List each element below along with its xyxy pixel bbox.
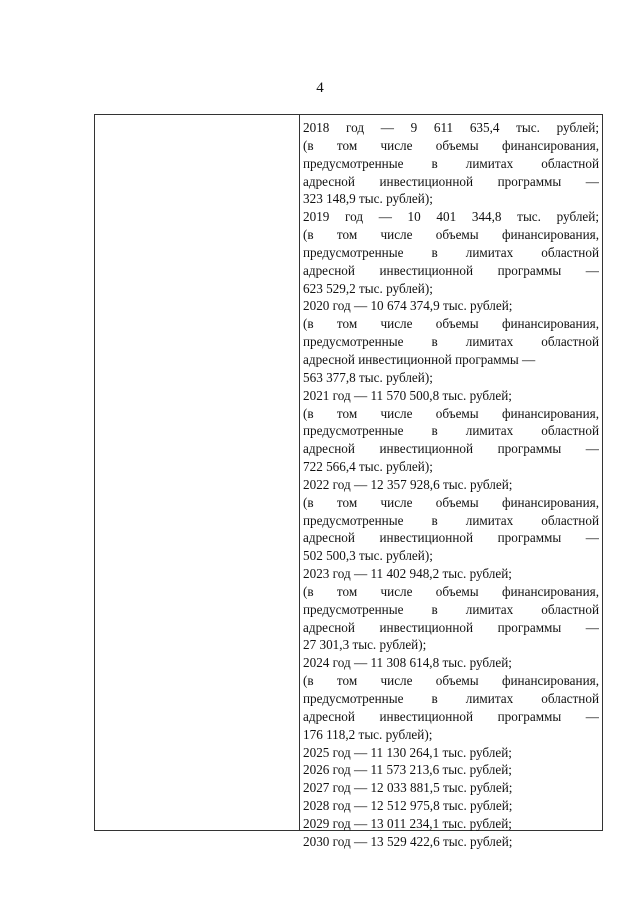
text-line: предусмотренные в лимитах областной	[303, 334, 599, 350]
text-line: адресной инвестиционной программы —	[303, 530, 599, 546]
text-line: 2024 год — 11 308 614,8 тыс. рублей;	[303, 655, 512, 671]
text-line: 563 377,8 тыс. рублей);	[303, 369, 433, 385]
text-line: 2026 год — 11 573 213,6 тыс. рублей;	[303, 762, 512, 778]
table-right-cell	[300, 115, 602, 849]
text-line: (в том числе объемы финансирования,	[303, 405, 599, 421]
text-line: 2020 год — 10 674 374,9 тыс. рублей;	[303, 298, 513, 314]
text-line: (в том числе объемы финансирования,	[303, 494, 599, 510]
text-line: 2029 год — 13 011 234,1 тыс. рублей;	[303, 815, 512, 831]
text-line: предусмотренные в лимитах областной	[303, 691, 599, 706]
text-line: адресной инвестиционной программы —	[303, 351, 536, 367]
page-number: 4	[316, 80, 324, 96]
text-line: (в том числе объемы финансирования,	[303, 137, 599, 153]
text-line: (в том числе объемы финансирования,	[303, 316, 599, 332]
text-line: (в том числе объемы финансирования,	[303, 673, 599, 689]
text-line: адресной инвестиционной программы —	[303, 708, 599, 724]
text-line: предусмотренные в лимитах областной	[303, 423, 599, 439]
funding-table	[94, 114, 603, 849]
text-line: адресной инвестиционной программы —	[303, 262, 599, 278]
text-line: 623 529,2 тыс. рублей);	[303, 280, 433, 296]
text-line: 2021 год — 11 570 500,8 тыс. рублей;	[303, 387, 512, 403]
text-line: предусмотренные в лимитах областной	[303, 512, 599, 528]
text-line: адресной инвестиционной программы —	[303, 173, 599, 189]
table-left-cell	[95, 115, 300, 830]
text-line: 2030 год — 13 529 422,6 тыс. рублей;	[303, 833, 513, 849]
text-line: 2025 год — 11 130 264,1 тыс. рублей;	[303, 744, 512, 760]
text-line: 502 500,3 тыс. рублей);	[303, 548, 433, 564]
text-line: 2027 год — 12 033 881,5 тыс. рублей;	[303, 780, 513, 796]
text-line: предусмотренные в лимитах областной	[303, 601, 599, 617]
text-line: 323 148,9 тыс. рублей);	[303, 191, 433, 207]
text-line: 2028 год — 12 512 975,8 тыс. рублей;	[303, 798, 513, 814]
text-line: адресной инвестиционной программы —	[303, 619, 599, 635]
text-line: 2018 год — 9 611 635,4 тыс. рублей;	[303, 120, 599, 135]
text-line: 2023 год — 11 402 948,2 тыс. рублей;	[303, 566, 512, 582]
text-line: (в том числе объемы финансирования,	[303, 227, 599, 243]
text-line: 176 118,2 тыс. рублей);	[303, 726, 433, 742]
text-line: предусмотренные в лимитах областной	[303, 155, 599, 171]
text-line: 2022 год — 12 357 928,6 тыс. рублей;	[303, 476, 513, 492]
text-line: предусмотренные в лимитах областной	[303, 244, 599, 260]
text-line: (в том числе объемы финансирования,	[303, 583, 599, 599]
text-line: 27 301,3 тыс. рублей);	[303, 637, 427, 653]
text-line: адресной инвестиционной программы —	[303, 441, 599, 457]
text-line: 2019 год — 10 401 344,8 тыс. рублей;	[303, 209, 599, 225]
text-line: 722 566,4 тыс. рублей);	[303, 459, 433, 475]
